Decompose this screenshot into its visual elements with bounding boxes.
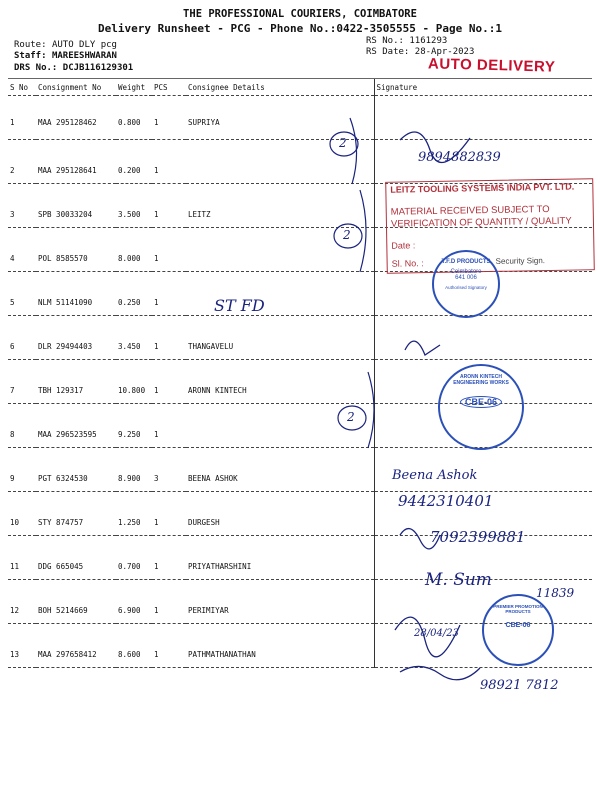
rs-date-label: RS Date: xyxy=(366,47,410,57)
cell-weight: 1.250 xyxy=(116,492,152,536)
name-priya: M. Sum xyxy=(425,570,492,590)
signature-stroke xyxy=(405,341,440,355)
bracket-mark xyxy=(368,372,374,448)
phone-row13: 98921 7812 xyxy=(480,678,559,693)
date-row12: 28/04/23 xyxy=(414,628,459,639)
col-sno: S No xyxy=(8,79,36,96)
runsheet-title: THE PROFESSIONAL COURIERS, COIMBATORE xyxy=(183,8,417,20)
phone-row1: 9894882839 xyxy=(418,150,501,165)
cell-consignment: POL 8585570 xyxy=(36,228,116,272)
cell-weight: 0.700 xyxy=(116,536,152,580)
circled-2-label: 2 xyxy=(339,136,347,150)
leitz-date: Date : xyxy=(391,240,416,251)
tfd-signatory: Authorised Signatory xyxy=(445,285,487,290)
name-beena: Beena Ashok xyxy=(392,468,478,483)
aronn-center: CBE-06 xyxy=(460,396,502,408)
rs-no-label: RS No.: xyxy=(366,36,404,46)
cell-pcs: 1 xyxy=(152,360,186,404)
tfd-products-stamp xyxy=(432,250,500,318)
leitz-line2: MATERIAL RECEIVED SUBJECT TO xyxy=(390,203,550,218)
premier-center: CBE-06 xyxy=(505,622,531,629)
cell-weight: 6.900 xyxy=(116,580,152,624)
cell-consignment: STY 874757 xyxy=(36,492,116,536)
cell-consignee: PRIYATHARSHINI xyxy=(186,536,374,580)
cell-weight: 3.450 xyxy=(116,316,152,360)
cell-pcs: 3 xyxy=(152,448,186,492)
cell-sno: 13 xyxy=(8,624,36,668)
premier-promotion-stamp xyxy=(482,594,554,666)
auto-delivery-stamp: AUTO DELIVERY xyxy=(427,55,556,76)
cell-sno: 2 xyxy=(8,140,36,184)
phone-row11: 11839 xyxy=(536,586,575,600)
cell-consignee: PERIMIYAR xyxy=(186,580,374,624)
rs-date-value: 28-Apr-2023 xyxy=(414,47,475,57)
cell-consignment: DDG 665045 xyxy=(36,536,116,580)
tfd-city: Coimbatore xyxy=(450,269,482,275)
cell-consignment: MAA 295128462 xyxy=(36,96,116,140)
cell-pcs: 1 xyxy=(152,580,186,624)
cell-sno: 10 xyxy=(8,492,36,536)
cell-pcs: 1 xyxy=(152,316,186,360)
row5-note: ST FD xyxy=(214,296,265,315)
aronn-ring: ARONN KINTECH ENGINEERING WORKS xyxy=(453,374,509,386)
cell-consignee: DURGESH xyxy=(186,492,374,536)
leitz-company: LEITZ TOOLING SYSTEMS INDIA PVT. LTD. xyxy=(390,181,575,195)
cell-consignment: MAA 296523595 xyxy=(36,404,116,448)
cell-sno: 5 xyxy=(8,272,36,316)
tfd-name: T.F.D PRODUCTS xyxy=(441,259,491,265)
cell-consignment: NLM 51141090 xyxy=(36,272,116,316)
aronn-kintech-stamp xyxy=(438,364,524,450)
cell-consignment: SPB 30033204 xyxy=(36,184,116,228)
cell-sno: 9 xyxy=(8,448,36,492)
cell-weight: 8.600 xyxy=(116,624,152,668)
cell-consignment: BOH 5214669 xyxy=(36,580,116,624)
col-consignee: Consignee Details xyxy=(186,79,374,96)
cell-pcs: 1 xyxy=(152,624,186,668)
cell-weight: 0.200 xyxy=(116,140,152,184)
cell-consignment: MAA 297658412 xyxy=(36,624,116,668)
cell-pcs: 1 xyxy=(152,536,186,580)
runsheet-subtitle: Delivery Runsheet - PCG - Phone No.:0422-3505555 - Page No.:1 xyxy=(98,22,502,35)
cell-consignment: TBH 129317 xyxy=(36,360,116,404)
route-label: Route: xyxy=(14,40,47,50)
cell-weight: 0.250 xyxy=(116,272,152,316)
phone-durgesh: 7092399881 xyxy=(430,528,526,546)
circled-2-label: 2 xyxy=(347,410,355,424)
cell-consignee: LEITZ xyxy=(186,184,374,228)
cell-consignee: ARONN KINTECH xyxy=(186,360,374,404)
cell-weight: 8.000 xyxy=(116,228,152,272)
phone-beena: 9442310401 xyxy=(398,492,494,510)
cell-consignment: DLR 29494403 xyxy=(36,316,116,360)
cell-sno: 3 xyxy=(8,184,36,228)
cell-weight: 8.900 xyxy=(116,448,152,492)
cell-sno: 6 xyxy=(8,316,36,360)
cell-sno: 11 xyxy=(8,536,36,580)
col-pcs: PCS xyxy=(152,79,186,96)
drs-value: DCJB116129301 xyxy=(62,63,134,73)
col-signature: Signature xyxy=(374,79,592,96)
leitz-slno: Sl. No. : xyxy=(391,258,424,269)
staff-label: Staff: xyxy=(14,51,47,61)
cell-pcs: 1 xyxy=(152,272,186,316)
tfd-pin: 641 006 xyxy=(455,275,477,281)
cell-sno: 7 xyxy=(8,360,36,404)
cell-sno: 12 xyxy=(8,580,36,624)
circled-2-label: 2 xyxy=(343,228,351,242)
leitz-security: Security Sign. xyxy=(495,256,546,266)
cell-consignment: MAA 295128641 xyxy=(36,140,116,184)
col-weight: Weight xyxy=(116,79,152,96)
signature-stroke xyxy=(400,666,480,679)
leitz-line3: VERIFICATION OF QUANTITY / QUALITY xyxy=(390,215,572,230)
cell-weight: 0.800 xyxy=(116,96,152,140)
cell-sno: 8 xyxy=(8,404,36,448)
col-consignment: Consignment No xyxy=(36,79,116,96)
cell-consignee: THANGAVELU xyxy=(186,316,374,360)
cell-sno: 4 xyxy=(8,228,36,272)
drs-label: DRS No.: xyxy=(14,63,58,73)
cell-pcs: 1 xyxy=(152,184,186,228)
cell-sno: 1 xyxy=(8,96,36,140)
cell-weight: 9.250 xyxy=(116,404,152,448)
cell-consignment: PGT 6324530 xyxy=(36,448,116,492)
cell-pcs: 1 xyxy=(152,228,186,272)
cell-pcs: 1 xyxy=(152,140,186,184)
cell-consignee: PATHMATHANATHAN xyxy=(186,624,374,668)
cell-pcs: 1 xyxy=(152,404,186,448)
cell-consignee: SUPRIYA xyxy=(186,96,374,140)
cell-weight: 10.800 xyxy=(116,360,152,404)
route-value: AUTO DLY pcg xyxy=(51,40,117,50)
staff-value: MAREESHWARAN xyxy=(51,51,117,61)
cell-weight: 3.500 xyxy=(116,184,152,228)
cell-pcs: 1 xyxy=(152,96,186,140)
rs-no-value: 1161293 xyxy=(409,36,448,46)
cell-consignee: BEENA ASHOK xyxy=(186,448,374,492)
premier-ring: PREMIER PROMOTION PRODUCTS xyxy=(493,604,543,614)
cell-pcs: 1 xyxy=(152,492,186,536)
